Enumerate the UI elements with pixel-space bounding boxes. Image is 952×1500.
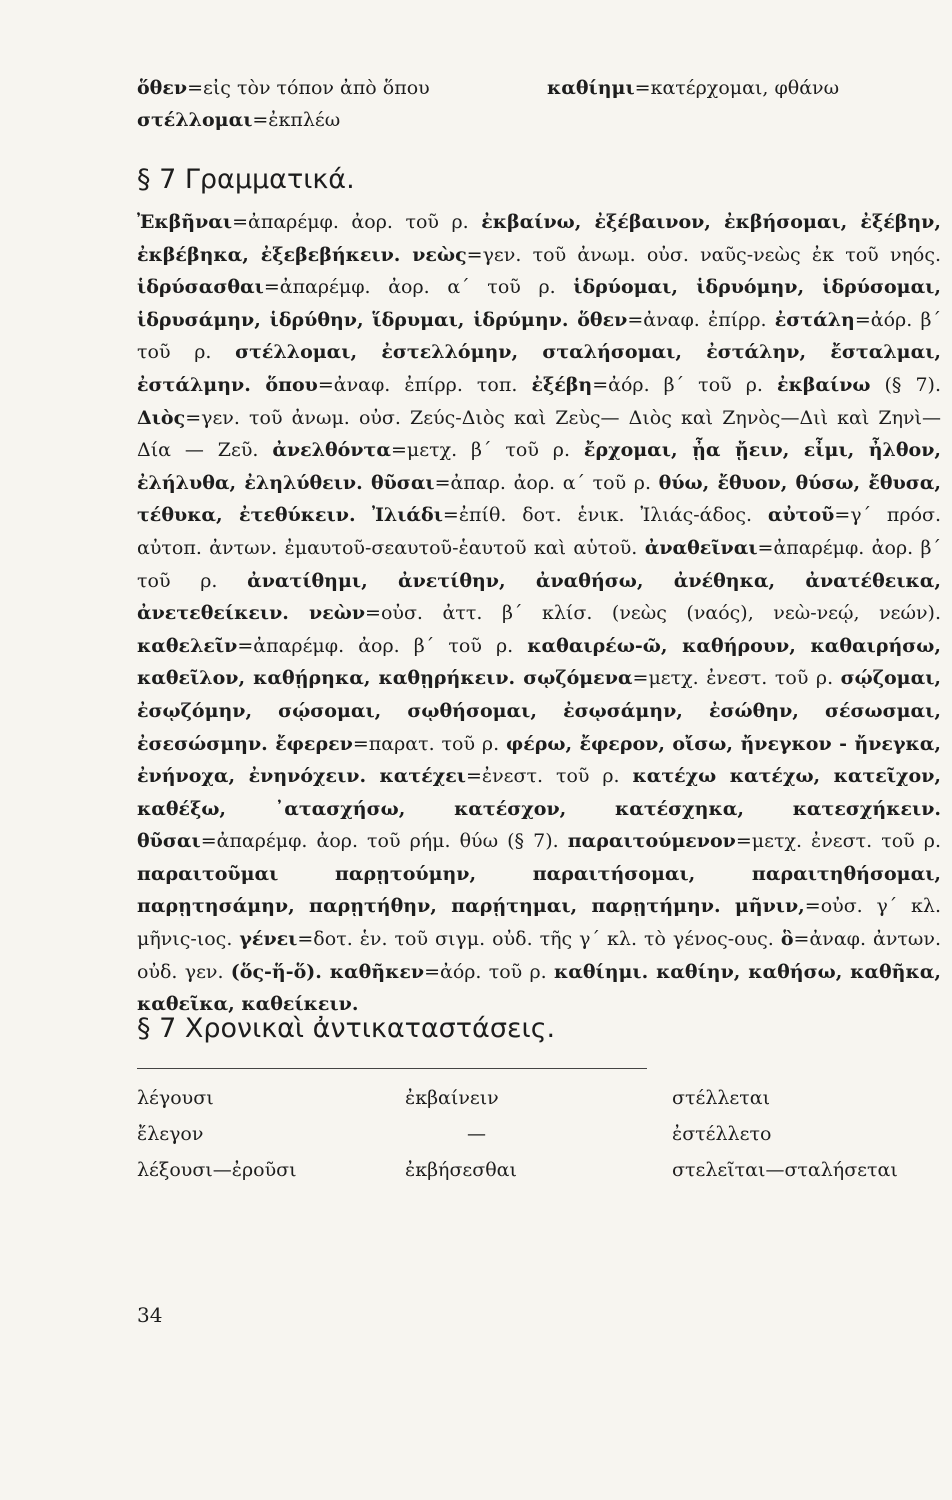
tense-cell: ἐκβήσεσθαι (405, 1159, 517, 1181)
tense-cell: ἐστέλλετο (672, 1123, 772, 1145)
heading-underline (137, 1068, 647, 1069)
vocab-row (137, 104, 937, 136)
tense-cell: στέλλεται (672, 1087, 771, 1109)
tense-row (137, 1152, 937, 1188)
vocab-term: ὅθεν (137, 77, 188, 99)
vocab-term: στέλλομαι (137, 109, 253, 131)
section-heading-grammar: § 7 Γραμματικά. (137, 164, 355, 195)
section-heading-tense-substitutions: § 7 Χρονικαὶ ἀντικαταστάσεις. (137, 1013, 556, 1044)
tense-cell: στελεῖται—σταλήσεται (672, 1159, 898, 1181)
vocab-term: καθίημι (547, 77, 635, 99)
tense-table (137, 1080, 937, 1188)
tense-cell: ἐκβαίνειν (405, 1087, 499, 1109)
vocab-definition: =κατέρχομαι, φθάνω (634, 77, 840, 99)
tense-row (137, 1080, 937, 1116)
tense-cell: λέξουσι—ἐροῦσι (137, 1159, 297, 1181)
vocab-row (137, 72, 937, 104)
tense-cell: — (467, 1123, 486, 1145)
grammar-paragraph (137, 206, 942, 1016)
grammar-text: Ἐκβῆναι=ἀπαρέμφ. ἀορ. τοῦ ρ. ἐκβαίνω, ἐξέβαινον, ἐκβήσομαι, ἐξέβην, ἐκβέβηκα, ἐξεβεβήκειν. νεὼς=γεν. τοῦ ἀνωμ. οὐσ. ναῦς-νεὼς ἐκ τοῦ νηός. ἱδρύσασθαι=ἀπαρέμφ. ἀορ. α΄ τοῦ ρ. ἱδρύομαι, ἱδρυόμην, ἱδρύσομαι, ἱδρυσάμην, ἱδρύθην, ἵδρυμαι, ἱδρύμην. ὅθεν=ἀναφ. ἐπίρρ. ἐστάλη=ἀόρ. β΄ τοῦ ρ. στέλλομαι, ἐστελλόμην, σταλήσομαι, ἐστάλην, ἔσταλμαι, ἐστάλμην. ὅπου=ἀναφ. ἐπίρρ. τοπ. ἐξέβη=ἀόρ. β΄ τοῦ ρ. ἐκβαίνω (§ 7). Διὸς=γεν. τοῦ ἀνωμ. οὐσ. Ζεύς-Διὸς καὶ Ζεὺς— Διὸς καὶ Ζηνὸς—Διὶ καὶ Ζηνὶ—Δία — Ζεῦ. ἀνελθόντα=μετχ. β΄ τοῦ ρ. ἔρχομαι, ᾖα ᾔειν, εἶμι, ἦλθον, ἐλήλυθα, ἐληλύθειν. θῦσαι=ἀπαρ. ἀορ. α΄ τοῦ ρ. θύω, ἔθυον, θύσω, ἔθυσα, τέθυκα, ἐτεθύκειν. Ἰλιάδι=ἐπίθ. δοτ. ἑνικ. Ἰλιάς-άδος. αὐτοῦ=γ΄ πρόσ. αὐτοπ. ἀντων. ἐμαυτοῦ-σεαυτοῦ-ἑαυτοῦ καὶ αὑτοῦ. ἀναθεῖναι=ἀπαρέμφ. ἀορ. β΄ τοῦ ρ. ἀνατίθημι, ἀνετίθην, ἀναθήσω, ἀνέθηκα, ἀνατέθεικα, ἀνετεθείκειν. νεὼν=οὐσ. ἀττ. β΄ κλίσ. (νεὼς (ναός), νεὼ-νεῴ, νεών). καθελεῖν=ἀπαρέμφ. ἀορ. β΄ τοῦ ρ. καθαιρέω-ῶ, καθήρουν, καθαιρήσω, καθεῖλον, καθῄρηκα, καθῃρήκειν. σῳζόμενα=μετχ. ἐνεστ. τοῦ ρ. σῴζομαι, ἐσῳζόμην, σῴσομαι, σῳθήσομαι, ἐσῳσάμην, ἐσώθην, σέσωσμαι, ἐσεσώσμην. ἔφερεν=παρατ. τοῦ ρ. φέρω, ἔφερον, οἴσω, ἤνεγκον - ἤνεγκα, ἐνήνοχα, ἐνηνόχειν. κατέχει=ἐνεστ. τοῦ ρ. κατέχω κατέχω, κατεῖχον, καθέξω, ᾿ατασχήσω, κατέσχον, κατέσχηκα, κατεσχήκειν. θῦσαι=ἀπαρέμφ. ἀορ. τοῦ ρήμ. θύω (§ 7). παραιτούμενον=μετχ. ἐνεστ. τοῦ ρ. παραιτοῦμαι παρῃτούμην, παραιτήσομαι, παραιτηθήσομαι, παρῃτησάμην, παρῃτήθην, παρῄτημαι, παρῃτήμην. μῆνιν,=οὐσ. γ΄ κλ. μῆνις-ιος. γένει=δοτ. ἑν. τοῦ σιγμ. οὐδ. τῆς γ΄ κλ. τὸ γένος-ους. ὃ=ἀναφ. ἀντων. οὐδ. γεν. (ὅς-ἥ-ὅ). καθῆκεν=ἀόρ. τοῦ ρ. καθίημι. καθίην, καθήσω, καθῆκα, καθεῖκα, καθείκειν. (137, 211, 942, 1016)
tense-cell: ἔλεγον (137, 1123, 204, 1145)
tense-row (137, 1116, 937, 1152)
vocabulary-list (137, 72, 937, 136)
tense-cell: λέγουσι (137, 1087, 214, 1109)
vocab-definition: =εἰς τὸν τόπον ἀπὸ ὅπου (187, 77, 430, 99)
page-number: 34 (137, 1303, 163, 1327)
vocab-definition: =ἐκπλέω (252, 109, 341, 131)
